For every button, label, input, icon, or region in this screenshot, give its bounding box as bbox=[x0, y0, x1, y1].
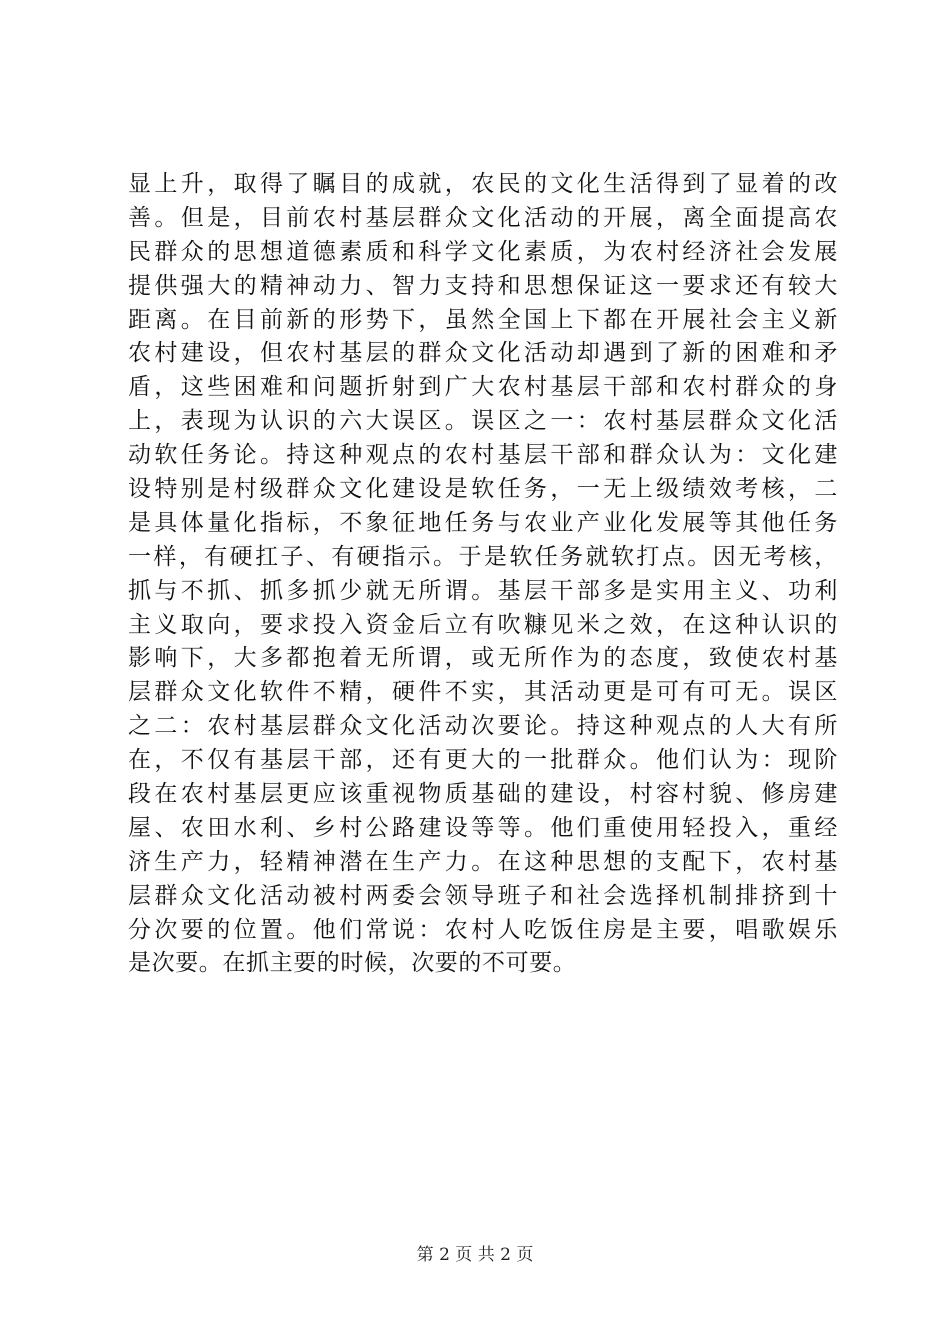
text-line-last: 是次要。在抓主要的时候，次要的不可要。 bbox=[128, 950, 577, 977]
text-line: 善。但是，目前农村基层群众文化活动的开展，离全面提高农 bbox=[128, 204, 838, 231]
text-line: 农村建设，但农村基层的群众文化活动却遇到了新的困难和矛 bbox=[128, 340, 838, 367]
text-line: 设特别是村级群众文化建设是软任务，一无上级绩效考核，二 bbox=[128, 476, 838, 503]
text-line: 分次要的位置。他们常说：农村人吃饭住房是主要，唱歌娱乐 bbox=[128, 916, 838, 943]
text-line: 动软任务论。持这种观点的农村基层干部和群众认为：文化建 bbox=[128, 442, 838, 469]
text-line: 影响下，大多都抱着无所谓，或无所作为的态度，致使农村基 bbox=[128, 645, 838, 672]
text-line: 段在农村基层更应该重视物质基础的建设，村容村貌、修房建 bbox=[128, 781, 838, 808]
text-line: 盾，这些困难和问题折射到广大农村基层干部和农村群众的身 bbox=[128, 374, 838, 401]
text-line: 之二：农村基层群众文化活动次要论。持这种观点的人大有所 bbox=[128, 713, 838, 740]
body-paragraph bbox=[128, 168, 838, 981]
text-line: 抓与不抓、抓多抓少就无所谓。基层干部多是实用主义、功利 bbox=[128, 577, 838, 604]
text-line: 显上升，取得了瞩目的成就，农民的文化生活得到了显着的改 bbox=[128, 171, 838, 197]
text-line: 上，表现为认识的六大误区。误区之一：农村基层群众文化活 bbox=[128, 408, 838, 435]
text-line: 济生产力，轻精神潜在生产力。在这种思想的支配下，农村基 bbox=[128, 848, 838, 875]
text-line: 距离。在目前新的形势下，虽然全国上下都在开展社会主义新 bbox=[128, 306, 838, 333]
text-line: 层群众文化软件不精，硬件不实，其活动更是可有可无。误区 bbox=[128, 679, 838, 706]
text-line: 一样，有硬扛子、有硬指示。于是软任务就软打点。因无考核， bbox=[128, 543, 838, 570]
text-line: 民群众的思想道德素质和科学文化素质，为农村经济社会发展 bbox=[128, 238, 838, 265]
text-line: 在，不仅有基层干部，还有更大的一批群众。他们认为：现阶 bbox=[128, 747, 838, 774]
text-line: 层群众文化活动被村两委会领导班子和社会选择机制排挤到十 bbox=[128, 882, 838, 909]
page-number-label: 第 2 页 共 2 页 bbox=[416, 1245, 534, 1265]
text-line: 屋、农田水利、乡村公路建设等等。他们重使用轻投入，重经 bbox=[128, 814, 838, 841]
text-line: 是具体量化指标，不象征地任务与农业产业化发展等其他任务 bbox=[128, 509, 838, 536]
text-line: 主义取向，要求投入资金后立有吹糠见米之效，在这种认识的 bbox=[128, 611, 838, 638]
text-line: 提供强大的精神动力、智力支持和思想保证这一要求还有较大 bbox=[128, 272, 838, 299]
page-footer bbox=[0, 1244, 950, 1266]
